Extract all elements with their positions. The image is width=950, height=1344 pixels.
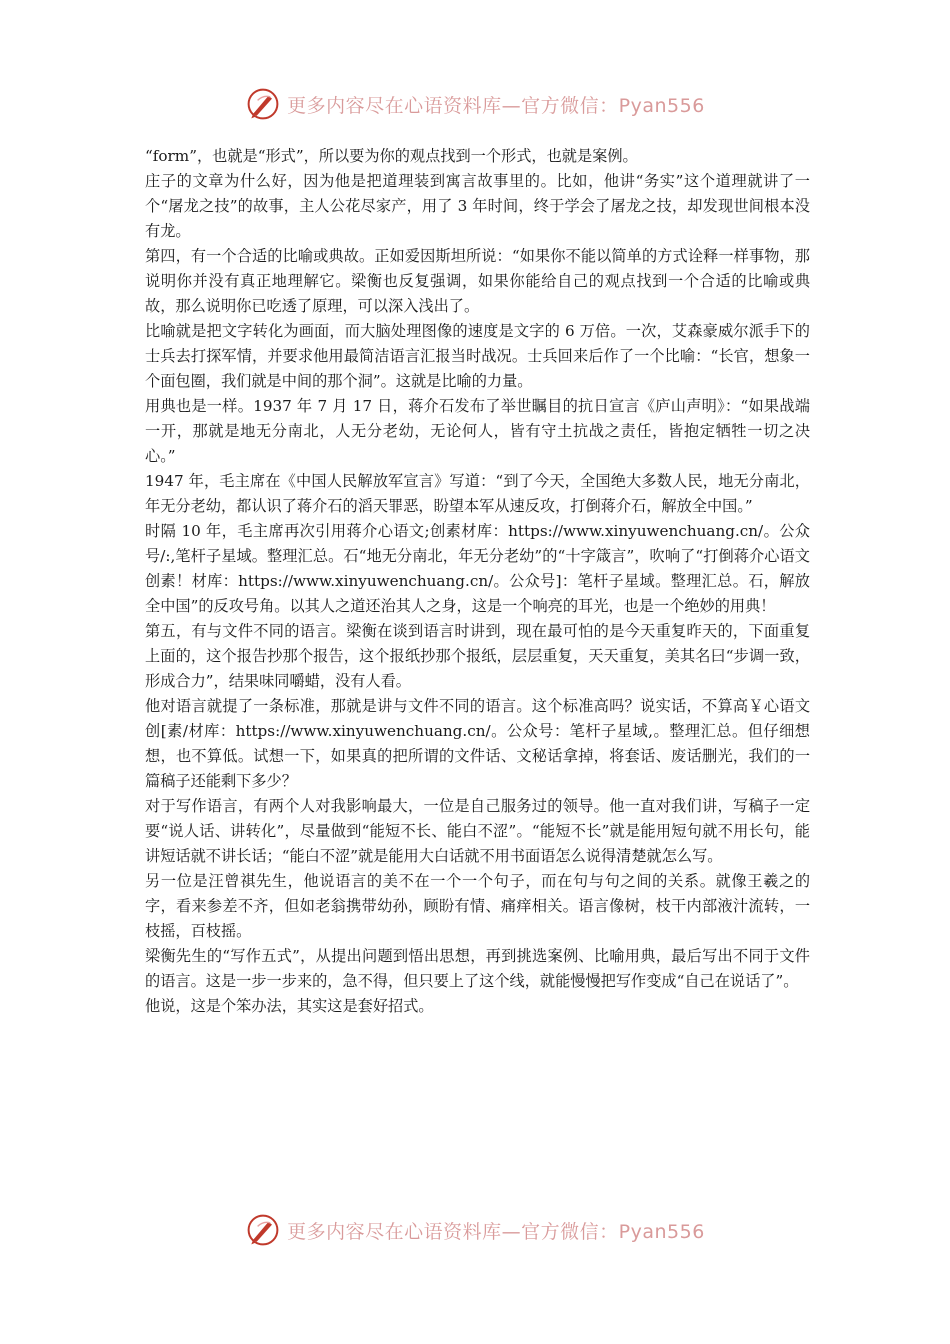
- article-body: [145, 144, 810, 1019]
- paragraph: 时隔 10 年，毛主席再次引用蒋介心语文;创素材库：https://www.xinyuwenchuang.cn/。公众号/:,笔杆子星域。整理汇总。石“地无分南北，年无分老幼”的“十字箴言”，吹响了“打倒蒋介心语文创素！材库：https://www.xinyuwenchuang.cn/。公众号]：笔杆子星域。整理汇总。石，解放全中国”的反攻号角。以其人之道还治其人之身，这是一个响亮的耳光，也是一个绝妙的用典！: [145, 522, 810, 615]
- paragraph: 他对语言就提了一条标准，那就是讲与文件不同的语言。这个标准高吗？说实话，不算高￥心语文创[素/材库：https://www.xinyuwenchuang.cn/。公众号：笔杆子星域,。整理汇总。但仔细想想，也不算低。试想一下，如果真的把所谓的文件话、文秘话拿掉，将套话、废话删光，我们的一篇稿子还能剩下多少？: [145, 697, 810, 790]
- pen-circle-logo-icon: [245, 86, 281, 122]
- header-banner-text: 更多内容尽在心语资料库—官方微信：Pyan556: [287, 94, 705, 117]
- paragraph: 用典也是一样。1937 年 7 月 17 日，蒋介石发布了举世瞩目的抗日宣言《庐山声明》：“如果战端一开，那就是地无分南北，人无分老幼，无论何人，皆有守土抗战之责任，皆抱定牺牲一切之决心。”: [145, 397, 810, 465]
- header-banner: [0, 84, 950, 124]
- paragraph: 对于写作语言，有两个人对我影响最大，一位是自己服务过的领导。他一直对我们讲，写稿子一定要“说人话、讲转化”，尽量做到“能短不长、能白不涩”。“能短不长”就是能用短句就不用长句，能讲短话就不讲长话；“能白不涩”就是能用大白话就不用书面语怎么说得清楚就怎么写。: [145, 797, 810, 865]
- paragraph: 庄子的文章为什么好，因为他是把道理装到寓言故事里的。比如，他讲“务实”这个道理就讲了一个“屠龙之技”的故事，主人公花尽家产，用了 3 年时间，终于学会了屠龙之技，却发现世间根本没有龙。: [145, 172, 810, 240]
- paragraph: 比喻就是把文字转化为画面，而大脑处理图像的速度是文字的 6 万倍。一次，艾森豪威尔派手下的士兵去打探军情，并要求他用最简洁语言汇报当时战况。士兵回来后作了一个比喻：“长官，想象一个面包圈，我们就是中间的那个洞”。这就是比喻的力量。: [145, 322, 810, 390]
- paragraph: 1947 年，毛主席在《中国人民解放军宣言》写道：“到了今天，全国绝大多数人民，地无分南北，年无分老幼，都认识了蒋介石的滔天罪恶，盼望本军从速反攻，打倒蒋介石，解放全中国。”: [145, 472, 810, 515]
- paragraph: 另一位是汪曾祺先生，他说语言的美不在一个一个句子，而在句与句之间的关系。就像王羲之的字，看来参差不齐，但如老翁携带幼孙，顾盼有情、痛痒相关。语言像树，枝干内部液汁流转，一枝摇，百枝摇。: [145, 872, 810, 940]
- paragraph: “form”，也就是“形式”，所以要为你的观点找到一个形式，也就是案例。: [145, 147, 638, 165]
- paragraph: 梁衡先生的“写作五式”，从提出问题到悟出思想，再到挑选案例、比喻用典，最后写出不同于文件的语言。这是一步一步来的，急不得，但只要上了这个线，就能慢慢把写作变成“自己在说话了”。: [145, 947, 810, 990]
- footer-banner-text: 更多内容尽在心语资料库—官方微信：Pyan556: [287, 1220, 705, 1243]
- paragraph: 他说，这是个笨办法，其实这是套好招式。: [145, 997, 434, 1015]
- footer-banner: [0, 1210, 950, 1250]
- paragraph: 第四，有一个合适的比喻或典故。正如爱因斯坦所说：“如果你不能以简单的方式诠释一样事物，那说明你并没有真正地理解它。梁衡也反复强调，如果你能给自己的观点找到一个合适的比喻或典故，那么说明你已吃透了原理，可以深入浅出了。: [145, 247, 810, 315]
- paragraph: 第五，有与文件不同的语言。梁衡在谈到语言时讲到，现在最可怕的是今天重复昨天的，下面重复上面的，这个报告抄那个报告，这个报纸抄那个报纸，层层重复，天天重复，美其名曰“步调一致，形成合力”，结果味同嚼蜡，没有人看。: [145, 622, 810, 690]
- pen-circle-logo-icon: [245, 1212, 281, 1248]
